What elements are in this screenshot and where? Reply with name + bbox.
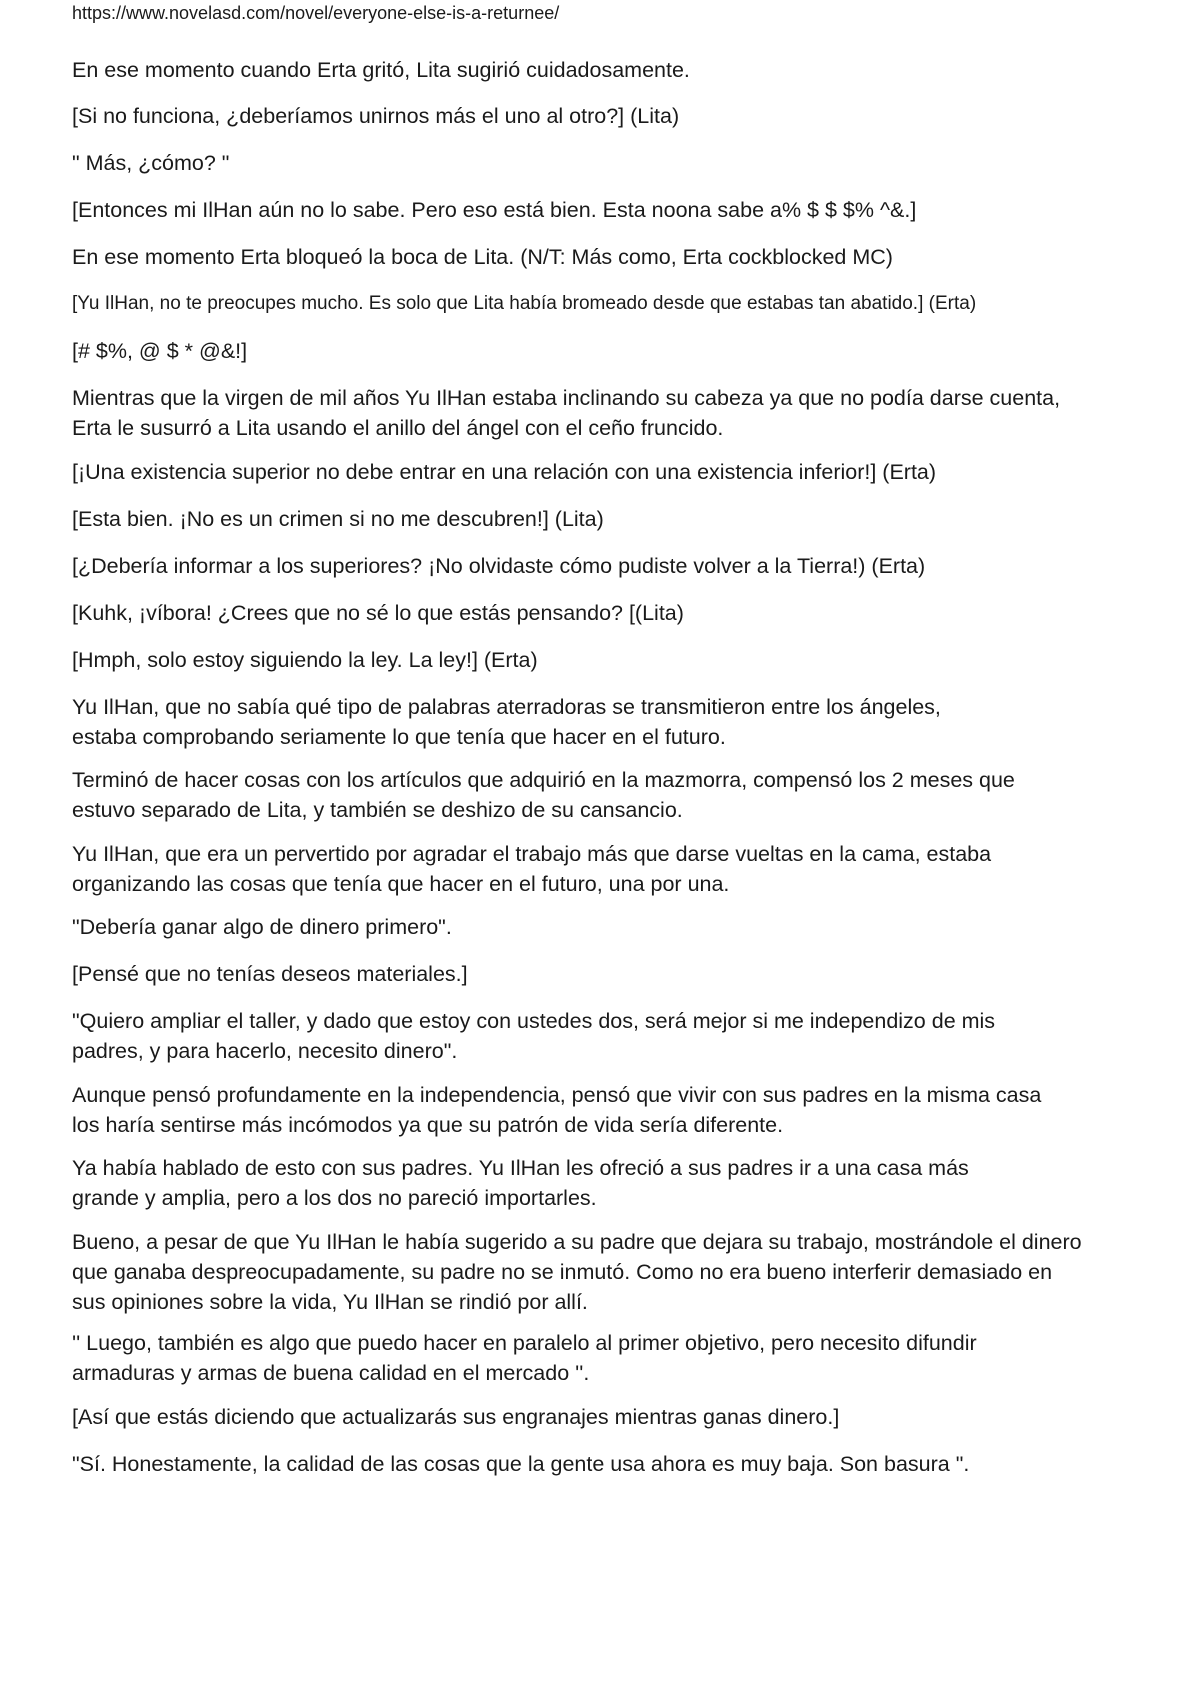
page-url: https://www.novelasd.com/novel/everyone-else-is-a-returnee/ [72, 3, 560, 23]
paragraph-line: " Más, ¿cómo? " [72, 151, 230, 175]
paragraph-line: que ganaba despreocupadamente, su padre no se inmutó. Como no era bueno interferir demasiado en [72, 1260, 1053, 1284]
paragraph-line: padres, y para hacerlo, necesito dinero". [72, 1039, 458, 1063]
paragraph-line: organizando las cosas que tenía que hacer en el futuro, una por una. [72, 872, 730, 896]
paragraph-line: armaduras y armas de buena calidad en el mercado ''. [72, 1361, 590, 1385]
paragraph-line: [Si no funciona, ¿deberíamos unirnos más el uno al otro?] (Lita) [72, 104, 680, 128]
paragraph-line: estaba comprobando seriamente lo que tenía que hacer en el futuro. [72, 725, 726, 749]
paragraph-line: "Sí. Honestamente, la calidad de las cosas que la gente usa ahora es muy baja. Son basura ". [72, 1452, 970, 1476]
paragraph-line: En ese momento Erta bloqueó la boca de Lita. (N/T: Más como, Erta cockblocked MC) [72, 245, 893, 269]
paragraph-line: [Yu IlHan, no te preocupes mucho. Es solo que Lita había bromeado desde que estabas tan abatido.] (Erta) [72, 293, 977, 314]
paragraph-line: estuvo separado de Lita, y también se deshizo de su cansancio. [72, 798, 683, 822]
paragraph-line: Bueno, a pesar de que Yu IlHan le había sugerido a su padre que dejara su trabajo, mostrándole el dinero [72, 1230, 1082, 1254]
paragraph-line: En ese momento cuando Erta gritó, Lita sugirió cuidadosamente. [72, 58, 690, 82]
paragraph-line: "Debería ganar algo de dinero primero". [72, 915, 452, 939]
paragraph-line: [Hmph, solo estoy siguiendo la ley. La ley!] (Erta) [72, 648, 538, 672]
paragraph-line: [¡Una existencia superior no debe entrar en una relación con una existencia inferior!] (Erta) [72, 460, 937, 484]
paragraph-line: [Entonces mi IlHan aún no lo sabe. Pero eso está bien. Esta noona sabe a% $ $ $% ^&.] [72, 198, 917, 222]
paragraph-line: [Pensé que no tenías deseos materiales.] [72, 962, 468, 986]
paragraph-line: "Quiero ampliar el taller, y dado que estoy con ustedes dos, será mejor si me independizo de mis [72, 1009, 996, 1033]
paragraph-line: grande y amplia, pero a los dos no pareció importarles. [72, 1186, 597, 1210]
paragraph-line: Terminó de hacer cosas con los artículos que adquirió en la mazmorra, compensó los 2 meses que [72, 768, 1015, 792]
paragraph-line: Mientras que la virgen de mil años Yu IlHan estaba inclinando su cabeza ya que no podía darse cuenta, [72, 386, 1061, 410]
paragraph-line: Yu IlHan, que era un pervertido por agradar el trabajo más que darse vueltas en la cama, estaba [72, 842, 992, 866]
paragraph-line: '' Luego, también es algo que puedo hacer en paralelo al primer objetivo, pero necesito difundir [72, 1331, 977, 1355]
paragraph-line: Erta le susurró a Lita usando el anillo del ángel con el ceño fruncido. [72, 416, 724, 440]
paragraph-line: [Así que estás diciendo que actualizarás sus engranajes mientras ganas dinero.] [72, 1405, 840, 1429]
paragraph-line: Aunque pensó profundamente en la independencia, pensó que vivir con sus padres en la misma casa [72, 1083, 1042, 1107]
paragraph-line: Yu IlHan, que no sabía qué tipo de palabras aterradoras se transmitieron entre los ángeles, [72, 695, 941, 719]
paragraph-line: Ya había hablado de esto con sus padres. Yu IlHan les ofreció a sus padres ir a una casa más [72, 1156, 969, 1180]
paragraph-line: [¿Debería informar a los superiores? ¡No olvidaste cómo pudiste volver a la Tierra!) (Erta) [72, 554, 926, 578]
paragraph-line: [# $%, @ $ * @&!] [72, 339, 248, 363]
paragraph-line: sus opiniones sobre la vida, Yu IlHan se rindió por allí. [72, 1290, 588, 1314]
paragraph-line: [Kuhk, ¡víbora! ¿Crees que no sé lo que estás pensando? [(Lita) [72, 601, 684, 625]
paragraph-line: los haría sentirse más incómodos ya que su patrón de vida sería diferente. [72, 1113, 784, 1137]
paragraph-line: [Esta bien. ¡No es un crimen si no me descubren!] (Lita) [72, 507, 604, 531]
